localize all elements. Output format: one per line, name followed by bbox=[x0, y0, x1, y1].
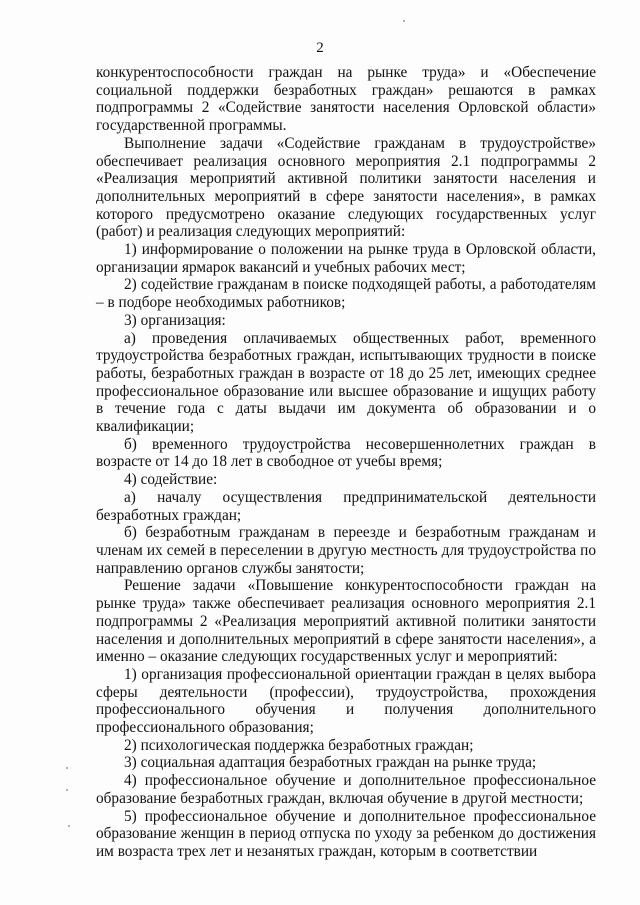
list-item-5-training-women: 5) профессиональное обучение и дополнительное профессиональное образование женщин в период отпуска по уходу за ребенком до достижения им возраста трех лет и незанятых граждан, которым в соответствии bbox=[96, 807, 596, 860]
list-item-1-career-guidance: 1) организация профессиональной ориентации граждан в целях выбора сферы деятельности (профессии), трудоустройства, прохождения профессионального обучения и получения дополнительного профессионального образования; bbox=[96, 665, 596, 737]
list-item-3b-minors: б) временного трудоустройства несовершеннолетних граждан в возрасте от 14 до 18 лет в свободное от учебы время; bbox=[96, 435, 596, 471]
paragraph-task-employment: Выполнение задачи «Содействие гражданам в трудоустройстве» обеспечивает реализация основного мероприятия 2.1 подпрограммы 2 «Реализация мероприятий активной политики занятости населения и дополнительных мероприятий в сфере занятости населения», в рамках которого предусмотрено оказание следующих государственных услуг (работ) и реализация следующих мероприятий: bbox=[96, 134, 596, 241]
paragraph-task-competitiveness: Решение задачи «Повышение конкурентоспособности граждан на рынке труда» также обеспечивает реализация основного мероприятия 2.1 подпрограммы 2 «Реализация мероприятий активной политики занятости населения и дополнительных мероприятий в сфере занятости населения», а именно – оказание следующих государственных услуг и мероприятий: bbox=[96, 577, 596, 666]
list-item-3-social-adaptation: 3) социальная адаптация безработных граждан на рынке труда; bbox=[124, 754, 537, 772]
list-item-4-assistance: 4) содействие: bbox=[124, 471, 218, 489]
list-item-2-psychological-support: 2) психологическая поддержка безработных граждан; bbox=[124, 736, 474, 754]
list-item-2-job-search: 2) содействие гражданам в поиске подходящей работы, а работодателям – в подборе необходимых работников; bbox=[96, 276, 596, 312]
list-item-3-organization: 3) организация: bbox=[124, 311, 226, 329]
scan-speck bbox=[66, 789, 68, 791]
page-number: 2 bbox=[316, 40, 324, 56]
list-item-4a-entrepreneurship: а) началу осуществления предпринимательской деятельности безработных граждан; bbox=[96, 488, 596, 524]
document-body bbox=[96, 64, 596, 861]
list-item-1-informing: 1) информирование о положении на рынке труда в Орловской области, организации ярмарок вакансий и учебных рабочих мест; bbox=[96, 241, 596, 276]
list-item-4-training: 4) профессиональное обучение и дополнительное профессиональное образование безработных граждан, включая обучение в другой местности; bbox=[96, 772, 596, 807]
scan-speck bbox=[66, 767, 68, 769]
scan-speck bbox=[68, 825, 70, 827]
scan-speck bbox=[403, 20, 405, 22]
list-item-3a-public-works: а) проведения оплачиваемых общественных работ, временного трудоустройства безработных граждан, испытывающих трудности в поиске работы, безработных граждан в возрасте от 18 до 25 лет, имеющих среднее профессиональное образование или высшее образование и ищущих работу в течение года с даты выдачи им документа об образовании и о квалификации; bbox=[96, 329, 596, 436]
list-item-4b-relocation: б) безработным гражданам в переезде и безработным гражданам и членам их семей в переселении в другую местность для трудоустройства по направлению органов службы занятости; bbox=[96, 524, 596, 577]
paragraph-continuation: конкурентоспособности граждан на рынке труда» и «Обеспечение социальной поддержки безработных граждан» решаются в рамках подпрограммы 2 «Содействие занятости населения Орловской области» государственной программы. bbox=[96, 64, 596, 135]
